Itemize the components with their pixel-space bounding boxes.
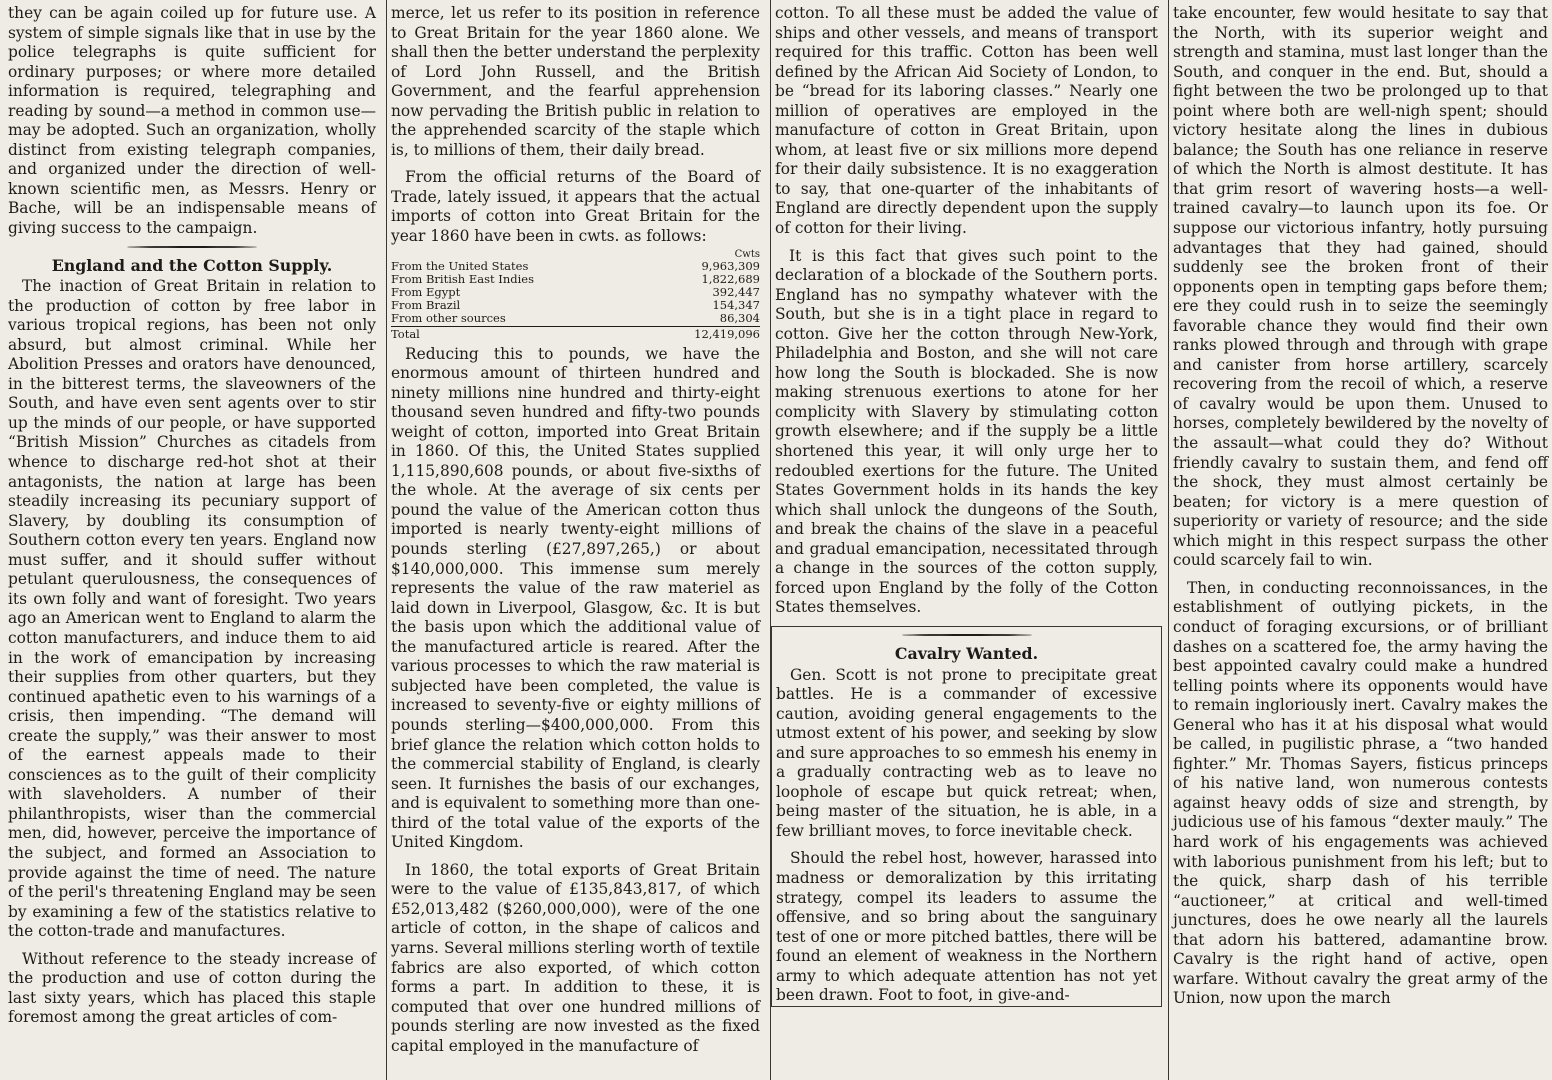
column-4 — [1168, 0, 1552, 1080]
table-total-label: Total — [391, 327, 420, 341]
article-heading-cotton-supply: England and the Cotton Supply. — [51, 255, 333, 275]
column-1-intro-paragraph: they can be again coiled up for future use. A system of simple signals like that in use by the police telegraphs is quite sufficient for ordinary purposes; or where more detailed information is required, telegraphing and reading by sound—a method in common use—may be adopted. Such an organization, wholly distinct from existing telegraph companies, and organized under the direction of well-known scientific men, as Messrs. Henry or Bache, will be an indispensable means of giving success to the campaign. — [8, 4, 376, 238]
table-row-label: From Egypt — [391, 285, 461, 299]
table-total-value: 12,419,096 — [694, 326, 760, 341]
table-row — [391, 286, 760, 299]
table-row-label: From other sources — [391, 311, 506, 325]
article-paragraph: Without reference to the steady increase of the production and use of cotton during the last sixty years, which has placed this staple foremost among the great articles of com- — [8, 949, 376, 1027]
table-row-value: 392,447 — [712, 284, 760, 299]
article-paragraph: Then, in conducting reconnoissances, in the establishment of outlying pickets, in the conduct of foraging excursions, or of brilliant dashes on a scattered foe, the army having the best appointed cavalry could make a hundred telling points where its opponents would have to remain ingloriously inert. Cavalry makes the General who has it at his disposal what would be called, in pugilistic phrase, a “two handed fighter.” Mr. Thomas Sayers, fisticus princeps of his native land, won numerous contests against heavy odds of size and strength, by judicious use of his famous “dexter mauly.” The hard work of his engagements was achieved with laborious punishment from his left; but to the quick, sharp dash of his terrible “auctioneer,” at critical and well-timed junctures, does he owe nearly all the laurels that adorn his battered, adamantine brow. Cavalry is the right hand of active, open warfare. Without cavalry the great army of the Union, now upon the march — [1173, 578, 1548, 1008]
table-row — [391, 299, 760, 312]
table-row — [391, 260, 760, 273]
article-paragraph: Reducing this to pounds, we have the enormous amount of thirteen hundred and ninety millions nine hundred and thirty-eight thousand seven hundred and fifty-two pounds weight of cotton, imported into Great Britain in 1860. Of this, the United States supplied 1,115,890,608 pounds, or about five-sixths of the whole. At the average of six cents per pound the value of the American cotton thus imported is nearly twenty-eight millions of pounds sterling (£27,897,265,) or about $140,000,000. This immense sum merely represents the value of the raw materiel as laid down in Liverpool, Glasgow, &c. It is but the basis upon which the additional value of the manufactured article is reared. After the various processes to which the raw material is subjected have been completed, the value is increased to seventy-five or eighty millions of pounds sterling—$400,000,000. From this brief glance the relation which cotton holds to the commercial stability of England, is clearly seen. It furnishes the basis of our exchanges, and is equivalent to something more than one-third of the total value of the exports of the United Kingdom. — [391, 344, 760, 852]
article-paragraph: From the official returns of the Board of Trade, lately issued, it appears that the actual imports of cotton into Great Britain for the year 1860 have been in cwts. as follows: — [391, 168, 760, 246]
article-heading-cavalry-wanted: Cavalry Wanted. — [894, 643, 1039, 663]
column-3 — [770, 0, 1164, 1080]
article-paragraph: The inaction of Great Britain in relation to the production of cotton by free labor in various tropical regions, has been not only absurd, but almost criminal. While her Abolition Presses and orators have denounced, in the bitterest terms, the slaveowners of the South, and have even sent agents over to stir up the minds of our people, or have supported “British Mission” Churches as citadels from whence to discharge red-hot shot at their antagonists, the nation at large has been steadily increasing its pecuniary support of Slavery, by doubling its consumption of Southern cotton every ten years. England now must suffer, and it should suffer without petulant querulousness, the consequences of its own folly and want of foresight. Two years ago an American went to England to alarm the cotton manufacturers, and induce them to aid in the work of emancipation by increasing their supplies from other quarters, but they continued apathetic even to his warnings of a crisis, then impending. “The demand will create the supply,” was their answer to most of the earnest appeals made to their consciences as to the guilt of their complicity with slaveholders. A number of their philanthropists, wiser than the commercial men, did, however, perceive the importance of the subject, and formed an Association to provide against the time of need. The nature of the peril's threatening England may be seen by examining a few of the statistics relative to the cotton-trade and manufactures. — [8, 277, 376, 941]
table-row — [391, 312, 760, 325]
table-row-value: 154,347 — [712, 297, 760, 312]
column-1 — [4, 0, 382, 1080]
article-paragraph: In 1860, the total exports of Great Britain were to the value of £135,843,817, of which £52,013,482 ($260,000,000), were of the one article of cotton, in the shape of calicos and yarns. Several millions sterling worth of textile fabrics are also exported, of which cotton forms a part. In addition to these, it is computed that over one hundred millions of pounds sterling are now invested as the fixed capital employed in the manufacture of — [391, 860, 760, 1055]
article-paragraph: It is this fact that gives such point to the declaration of a blockade of the Southern ports. England has no sympathy whatever with the South, but she is in a tight place in regard to cotton. Give her the cotton through New-York, Philadelphia and Boston, and she will not care how long the South is blockaded. She is now making strenuous exertions to atone for her complicity with Slavery by stimulating cotton growth elsewhere; and if the supply be a little shortened this year, it will only urge her to redoubled exertions for the future. The United States Government holds in its hands the key which shall unlock the dungeons of the South, and break the chains of the slave in a peaceful and gradual emancipation, necessitated through a change in the sources of the cotton supply, forced upon England by the folly of the Cotton States themselves. — [775, 246, 1158, 617]
section-divider — [902, 634, 1032, 636]
cotton-imports-table — [391, 249, 760, 341]
table-row-value: 9,963,309 — [701, 258, 760, 273]
article-paragraph: Should the rebel host, however, harassed into madness or demoralization by this irritating strategy, compel its leaders to assume the offensive, and so bring about the sanguinary test of one or more pitched battles, there will be found an element of weakness in the Northern army to which adequate attention has not yet been drawn. Foot to foot, in give-and- — [776, 849, 1157, 1005]
column-4-intro-paragraph: take encounter, few would hesitate to say that the North, with its superior weight and strength and stamina, must last longer than the South, and conquer in the end. But, should a fight between the two be prolonged up to that point where both are well-nigh spent; should victory hesitate along the lines in dubious balance; the South has one reliance in reserve of which the North is almost destitute. It has that grim resort of wavering hosts—a well-trained cavalry—to launch upon its foe. Or suppose our victorious infantry, hotly pursuing advantages that they had gained, should suddenly see the broken front of their opponents open in tempting gaps before them; ere they could rush in to seize the seemingly favorable chance they would find their own ranks plowed through and through with grape and canister from horse artillery, scarcely recovering from the recoil of which, a reserve of cavalry would be upon them. Unused to horses, completely bewildered by the novelty of the assault—what could they do? Without friendly cavalry to sustain them, and fend off the shock, they must almost certainly be beaten; for victory is a mere question of superiority or variety of resource; and the side which might in this respect surpass the other could scarcely fail to win. — [1173, 4, 1548, 570]
article-paragraph: Gen. Scott is not prone to precipitate great battles. He is a commander of excessive caution, avoiding general engagements to the utmost extent of his power, and seeking by slow and sure approaches to so emmesh his enemy in a gradually contracting web as to leave no loophole of escape but quick retreat; when, being master of the situation, he is able, in a few brilliant moves, to force inevitable check. — [776, 665, 1157, 840]
table-row-value: 1,822,689 — [701, 271, 760, 286]
table-unit-label: Cwts — [734, 248, 760, 260]
column-2-intro-paragraph: merce, let us refer to its position in reference to Great Britain for the year 1860 alone. We shall then the better understand the perplexity of Lord John Russell, and the British Government, and the fearful apprehension now pervading the British public in relation to the apprehended scarcity of the staple which is, to millions of them, their daily bread. — [391, 4, 760, 159]
section-divider — [127, 246, 257, 248]
column-3-intro-paragraph: cotton. To all these must be added the value of ships and other vessels, and means of transport required for this traffic. Cotton has been well defined by the African Aid Society of London, to be “bread for its laboring classes.” Nearly one million of operatives are employed in the manufacture of cotton in Great Britain, upon whom, at least five or six millions more depend for their daily subsistence. It is no exaggeration to say, that one-quarter of the inhabitants of England are directly dependent upon the supply of cotton for their living. — [775, 4, 1158, 238]
cavalry-article — [771, 626, 1162, 1007]
table-row — [391, 273, 760, 286]
table-row-value: 86,304 — [719, 310, 760, 325]
table-row-label: From the United States — [391, 259, 529, 273]
column-2 — [386, 0, 766, 1080]
table-total-row — [391, 326, 760, 341]
table-row-label: From Brazil — [391, 298, 461, 312]
table-row-label: From British East Indies — [391, 272, 534, 286]
